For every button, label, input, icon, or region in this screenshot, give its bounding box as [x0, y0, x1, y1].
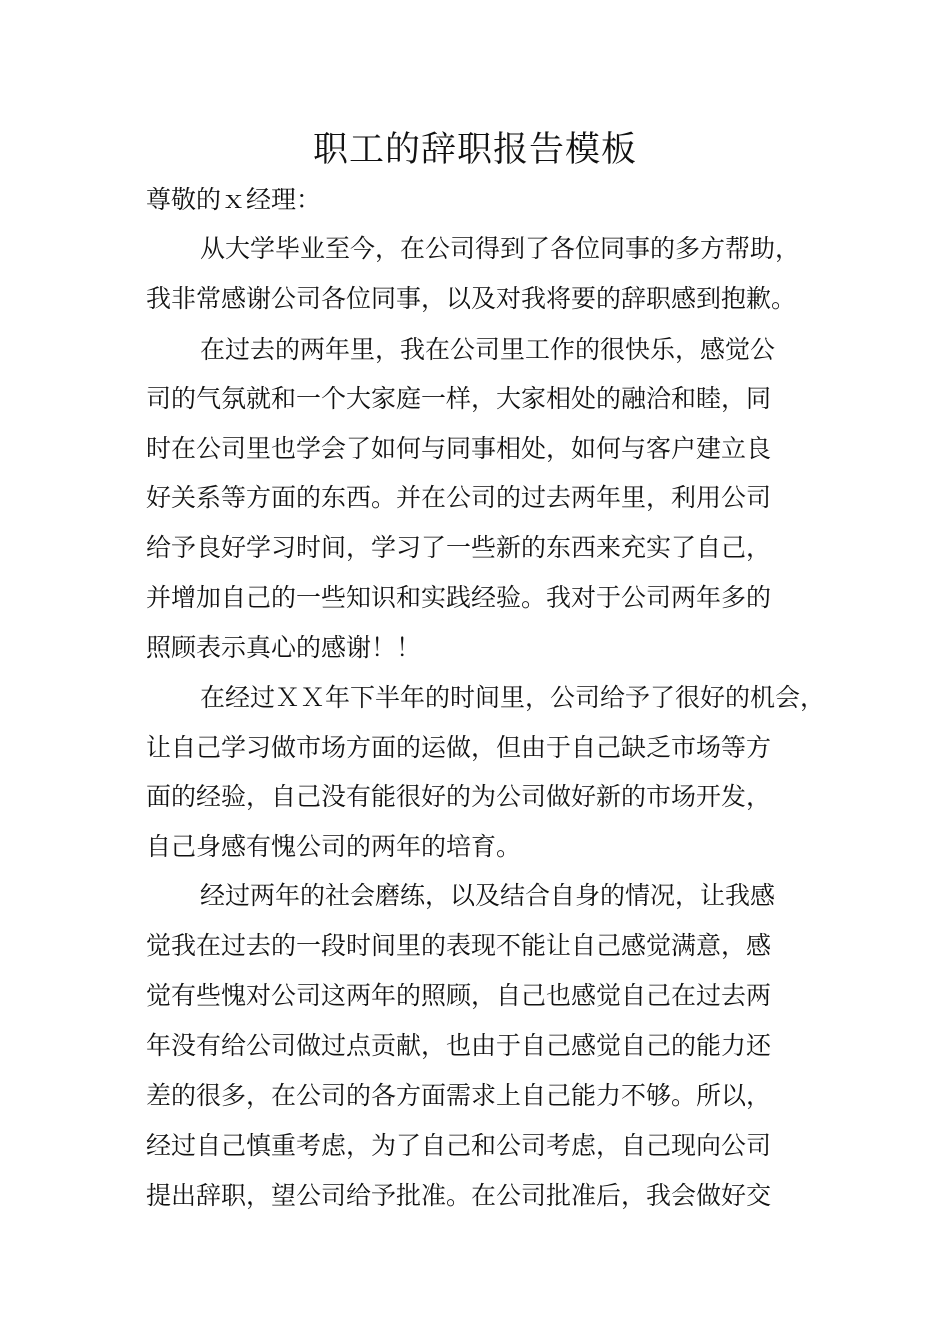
body-line: 提出辞职，望公司给予批准。在公司批准后，我会做好交: [146, 1181, 772, 1210]
body-line: 让自己学习做市场方面的运做，但由于自己缺乏市场等方: [146, 733, 772, 762]
body-line: 经过自己慎重考虑，为了自己和公司考虑，自己现向公司: [146, 1131, 772, 1160]
body-line: 面的经验，自己没有能很好的为公司做好新的市场开发，: [146, 782, 772, 811]
body-line: 照顾表示真心的感谢！！: [146, 633, 422, 662]
body-line: 觉有些愧对公司这两年的照顾，自己也感觉自己在过去两: [146, 981, 772, 1010]
body-line: 司的气氛就和一个大家庭一样，大家相处的融洽和睦，同: [146, 384, 772, 413]
body-line: 时在公司里也学会了如何与同事相处，如何与客户建立良: [146, 434, 772, 463]
body-line: 自己身感有愧公司的两年的培育。: [146, 832, 522, 861]
body-line: 差的很多，在公司的各方面需求上自己能力不够。所以，: [146, 1081, 772, 1110]
body-line: 从大学毕业至今，在公司得到了各位同事的多方帮助，: [200, 234, 801, 263]
body-line: 在经过ＸＸ年下半年的时间里，公司给予了很好的机会，: [200, 683, 826, 712]
body-line: 觉我在过去的一段时间里的表现不能让自己感觉满意，感: [146, 931, 772, 960]
body-line: 经过两年的社会磨练，以及结合自身的情况，让我感: [200, 881, 776, 910]
body-line: 年没有给公司做过点贡献，也由于自己感觉自己的能力还: [146, 1031, 772, 1060]
body-line: 我非常感谢公司各位同事，以及对我将要的辞职感到抱歉。: [146, 284, 797, 313]
body-line: 给予良好学习时间，学习了一些新的东西来充实了自己，: [146, 533, 772, 562]
body-line: 好关系等方面的东西。并在公司的过去两年里，利用公司: [146, 483, 772, 512]
body-line: 在过去的两年里，我在公司里工作的很快乐，感觉公: [200, 335, 776, 364]
salutation: 尊敬的ｘ经理：: [146, 185, 322, 214]
body-line: 并增加自己的一些知识和实践经验。我对于公司两年多的: [146, 583, 772, 612]
document-title: 职工的辞职报告模板: [312, 130, 637, 170]
